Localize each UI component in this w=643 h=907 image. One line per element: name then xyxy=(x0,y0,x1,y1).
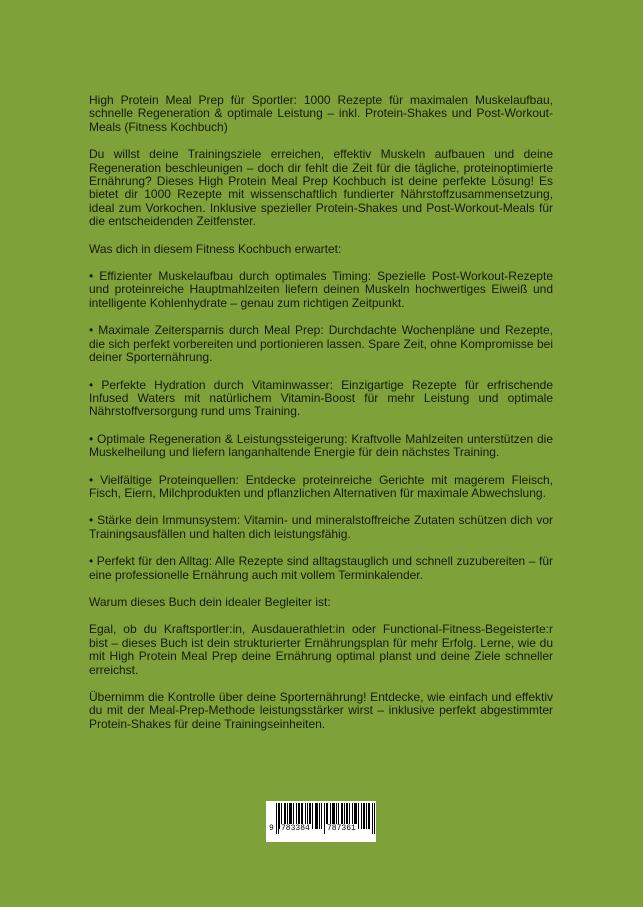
intro-paragraph: Du willst deine Trainingsziele erreichen, effektiv Muskeln aufbauen und deine Regeneration beschleunigen – doch dir fehlt die Zeit für die tägliche, proteinoptimierte Ernährung? Dieses High Protein Meal Prep Kochbuch ist deine perfekte Lösung! Es bietet dir 1000 Rezepte mit wissenschaftlich fundierter Nährstoffzusammensetzung, ideal zum Vorkochen. Inklusive spezieller Protein-Shakes und Post-Workout-Meals für die entscheidenden Zeitfenster. xyxy=(89,147,553,229)
bullet-hydration: • Perfekte Hydration durch Vitaminwasser: Einzigartige Rezepte für erfrischende Infused Waters mit natürlichem Vitamin-Boost für mehr Leistung und optimale Nährstoffversorgung rund ums Training. xyxy=(89,377,553,419)
barcode-digit-group-1: 783384 xyxy=(281,824,310,833)
bullet-muscle-building: • Effizienter Muskelaufbau durch optimales Timing: Spezielle Post-Workout-Rezepte und proteinreiche Hauptmahlzeiten liefern deinen Muskeln hochwertiges Eiweiß und intelligente Kohlenhydrate – genau zum richtigen Zeitpunkt. xyxy=(89,269,553,310)
bullet-time-saving: • Maximale Zeitersparnis durch Meal Prep: Durchdachte Wochenpläne und Rezepte, die sich perfekt vorbereiten und portionieren lassen. Spare Zeit, ohne Kompromisse bei deiner Sporternährung. xyxy=(89,323,553,365)
book-title-paragraph: High Protein Meal Prep für Sportler: 1000 Rezepte für maximalen Muskelaufbau, schnelle Regeneration & optimale Leistung – inkl. Protein-Shakes und Post-Workout-Meals (Fitness Kochbuch) xyxy=(89,93,553,134)
bullet-protein-sources: • Vielfältige Proteinquellen: Entdecke proteinreiche Gerichte mit magerem Fleisch, Fisch, Eiern, Milchprodukten und pflanzlichen Alternativen für maximale Abwechslung. xyxy=(89,472,553,500)
bullet-regeneration: • Optimale Regeneration & Leistungssteigerung: Kraftvolle Mahlzeiten unterstützen die Muskelheilung und liefern langanhaltende Energie für dein nächstes Training. xyxy=(89,431,553,460)
barcode-digit-group-2: 787361 xyxy=(327,824,356,833)
section-heading-expectations: Was dich in diesem Fitness Kochbuch erwartet: xyxy=(89,241,342,256)
isbn-barcode xyxy=(266,801,376,842)
barcode-digit-lead: 9 xyxy=(269,824,274,833)
section-heading-why: Warum dieses Buch dein idealer Begleiter ist: xyxy=(89,594,331,609)
back-cover-text xyxy=(89,94,553,745)
audience-paragraph: Egal, ob du Kraftsportler:in, Ausdauerathlet:in oder Functional-Fitness-Begeisterte:r bist – dieses Buch ist dein strukturierter Ernährungsplan für mehr Erfolg. Lerne, wie du mit High Protein Meal Prep deine Ernährung optimal planst und deine Ziele schneller erreichst. xyxy=(89,622,553,677)
closing-paragraph: Übernimm die Kontrolle über deine Sporternährung! Entdecke, wie einfach und effektiv du mit der Meal-Prep-Methode leistungsstärker wirst – inklusive perfekt abgestimmter Protein-Shakes für deine Trainingseinheiten. xyxy=(89,690,553,731)
barcode-digits xyxy=(266,824,376,836)
bullet-immune-system: • Stärke dein Immunsystem: Vitamin- und mineralstoffreiche Zutaten schützen dich vor Trainingsausfällen und halten dich leistungsfähig. xyxy=(89,513,553,541)
bullet-everyday: • Perfekt für den Alltag: Alle Rezepte sind alltagstauglich und schnell zuzubereiten – für eine professionelle Ernährung auch mit vollem Terminkalender. xyxy=(89,554,553,582)
